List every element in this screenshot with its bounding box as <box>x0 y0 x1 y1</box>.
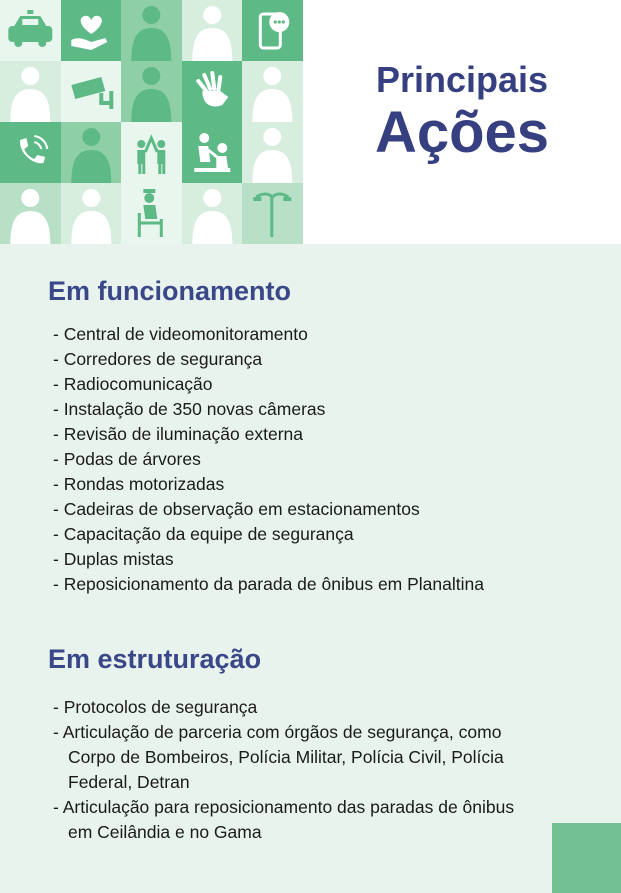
list-item: - Duplas mistas <box>53 549 174 569</box>
phone-icon <box>0 122 61 183</box>
page-title <box>303 60 621 166</box>
street-lamp-icon <box>242 183 303 244</box>
list-item: - Articulação para reposicionamento das paradas de ônibus em Ceilândia e no Gama <box>53 797 515 842</box>
list-item: - Revisão de iluminação externa <box>53 424 303 444</box>
sign-language-icon <box>182 61 243 122</box>
title-line-1: Principais <box>375 59 549 100</box>
person-icon <box>121 61 182 122</box>
chat-phone-icon <box>242 0 303 61</box>
list-item: - Articulação de parceria com órgãos de segurança, como Corpo de Bombeiros, Polícia Militar, Polícia Civil, Polícia Federal, Detran <box>53 722 504 792</box>
person-icon <box>0 61 61 122</box>
list-item: - Central de videomonitoramento <box>53 324 308 344</box>
list-item: - Radiocomunicação <box>53 374 213 394</box>
person-icon <box>182 183 243 244</box>
title-line-2: Ações <box>374 100 550 165</box>
list-item: - Corredores de segurança <box>53 349 263 369</box>
person-icon <box>0 183 61 244</box>
list-item: - Cadeiras de observação em estacionamentos <box>53 499 420 519</box>
section-heading-running: Em funcionamento <box>48 276 292 306</box>
high-five-icon <box>121 122 182 183</box>
list-item: - Reposicionamento da parada de ônibus em Planaltina <box>53 574 484 594</box>
list-item: - Instalação de 350 novas câmeras <box>53 399 326 419</box>
list-item: - Rondas motorizadas <box>53 474 225 494</box>
person-icon <box>182 0 243 61</box>
running-list <box>53 322 484 597</box>
car-icon <box>0 0 61 61</box>
header-area <box>0 0 621 244</box>
guard-chair-icon <box>121 183 182 244</box>
list-item: - Capacitação da equipe de segurança <box>53 524 354 544</box>
section-heading-structuring: Em estruturação <box>48 644 262 674</box>
person-icon <box>61 183 122 244</box>
security-camera-icon <box>61 61 122 122</box>
person-icon <box>121 0 182 61</box>
person-icon <box>242 122 303 183</box>
person-icon <box>242 61 303 122</box>
structuring-list <box>53 695 533 845</box>
corner-accent-block <box>552 823 621 893</box>
icon-mosaic <box>0 0 303 244</box>
person-icon <box>61 122 122 183</box>
helping-person-icon <box>182 122 243 183</box>
heart-hand-icon <box>61 0 122 61</box>
list-item: - Podas de árvores <box>53 449 201 469</box>
list-item: - Protocolos de segurança <box>53 697 258 717</box>
